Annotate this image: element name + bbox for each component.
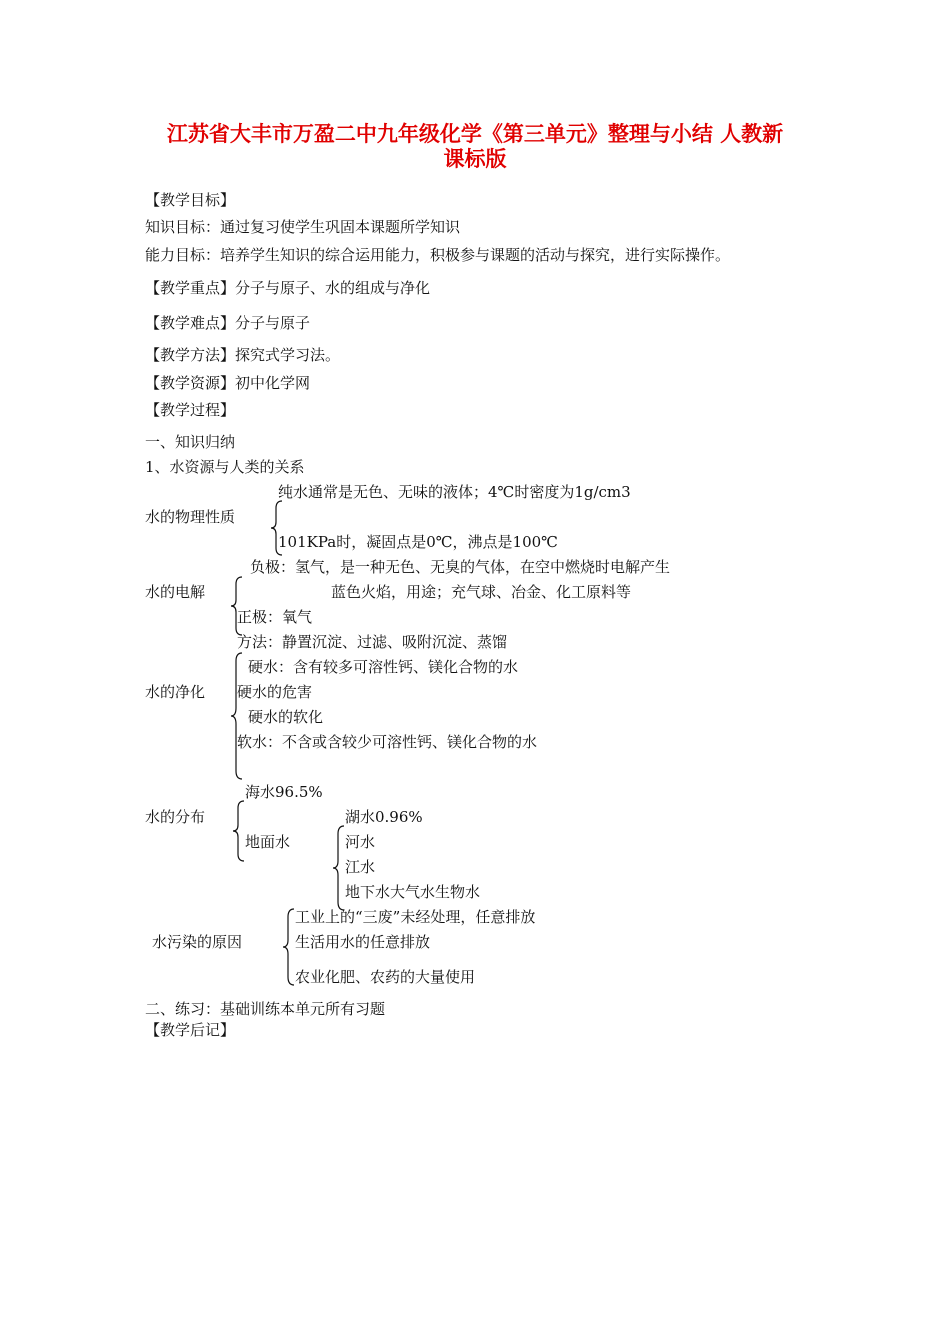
physical-line-2: 101KPa时，凝固点是0℃，沸点是100℃ [278,533,558,551]
physical-label: 水的物理性质 [145,508,236,526]
difficult-points: 【教学难点】分子与原子 [145,314,311,332]
electrolysis-negative: 负极：氢气，是一种无色、无臭的气体，在空中燃烧时电解产生 [250,558,671,576]
pollution-label: 水污染的原因 [152,933,243,951]
goals-header: 【教学目标】 [145,191,236,209]
electrolysis-label: 水的电解 [145,583,206,601]
distribution-sea: 海水96.5% [245,783,323,801]
key-points: 【教学重点】分子与原子、水的组成与净化 [145,279,431,297]
knowledge-goal: 知识目标：通过复习使学生巩固本课题所学知识 [145,218,461,236]
distribution-label: 水的分布 [145,808,206,826]
electrolysis-negative-cont: 蓝色火焰，用途；充气球、冶金、化工原料等 [331,583,632,601]
distribution-surface: 地面水 [245,833,291,851]
pollution-domestic: 生活用水的任意排放 [295,933,431,951]
teaching-methods: 【教学方法】探究式学习法。 [145,346,341,364]
purification-brace [230,652,244,780]
pollution-brace [282,908,296,986]
pollution-agricultural: 农业化肥、农药的大量使用 [295,968,476,986]
purification-soft: 软水：不含或含较少可溶性钙、镁化合物的水 [237,733,538,751]
pollution-industrial: 工业上的“三废”未经处理，任意排放 [295,908,536,926]
distribution-jiang: 江水 [345,858,376,876]
purification-hard-harm: 硬水的危害 [237,683,313,701]
postscript-header: 【教学后记】 [145,1021,236,1039]
physical-line-1: 纯水通常是无色、无味的液体；4℃时密度为1g/cm3 [278,483,631,501]
document-title-line2: 课标版 [443,147,507,171]
section-1-heading: 一、知识归纳 [145,433,236,451]
process-header: 【教学过程】 [145,401,236,419]
teaching-resources: 【教学资源】初中化学网 [145,374,311,392]
distribution-lake: 湖水0.96% [345,808,423,826]
surface-water-brace [332,825,346,911]
ability-goal: 能力目标：培养学生知识的综合运用能力，积极参与课题的活动与探究，进行实际操作。 [145,246,731,264]
item-1-heading: 1、水资源与人类的关系 [145,458,305,476]
electrolysis-positive: 正极：氧气 [237,608,313,626]
distribution-brace [232,800,246,862]
section-2-heading: 二、练习：基础训练本单元所有习题 [145,1000,386,1018]
purification-method: 方法：静置沉淀、过滤、吸附沉淀、蒸馏 [237,633,508,651]
distribution-river: 河水 [345,833,376,851]
purification-label: 水的净化 [145,683,206,701]
document-title-line1: 江苏省大丰市万盈二中九年级化学《第三单元》整理与小结 人教新 [166,122,784,146]
electrolysis-brace [230,576,244,636]
purification-hard-soften: 硬水的软化 [248,708,324,726]
purification-hard: 硬水：含有较多可溶性钙、镁化合物的水 [248,658,519,676]
distribution-others: 地下水大气水生物水 [345,883,481,901]
